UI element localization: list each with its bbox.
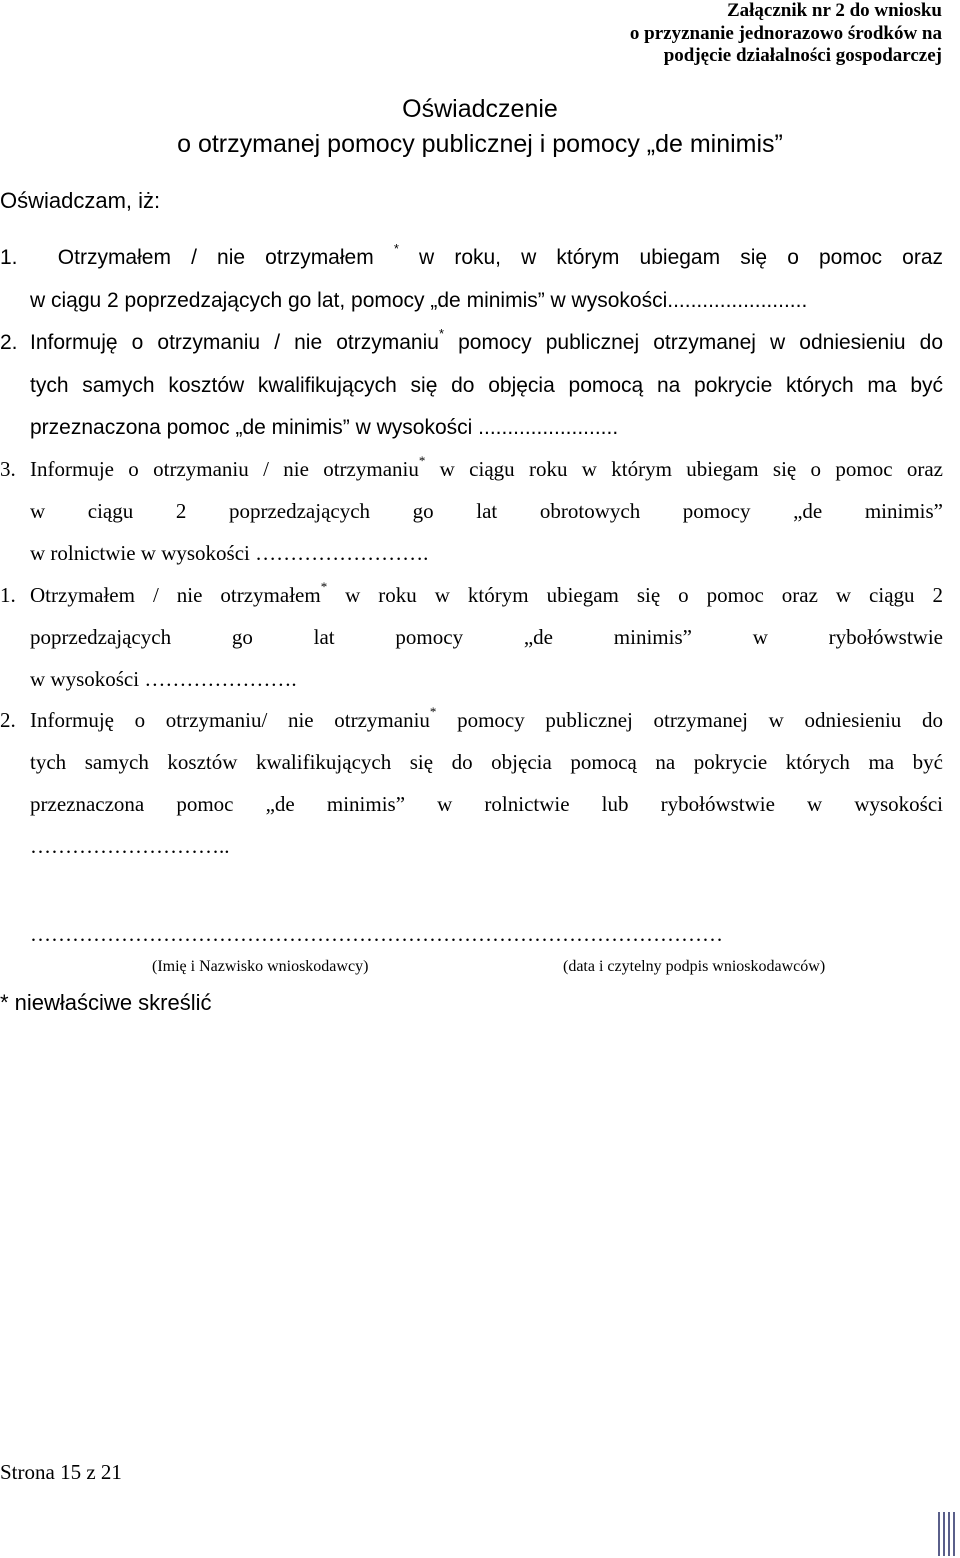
statement-a3-line-2: w ciągu 2 poprzedzających go lat obrotowych pomocy „de minimis”: [30, 499, 943, 523]
asterisk-mark: *: [418, 453, 426, 468]
statement-b1-line-2: poprzedzających go lat pomocy „de minimis” w rybołówstwie: [30, 625, 943, 649]
bar-mark: [943, 1512, 945, 1556]
asterisk-mark: *: [393, 241, 399, 256]
bar-mark: [953, 1512, 955, 1556]
document-subtitle: o otrzymanej pomocy publicznej i pomocy „de minimis”: [177, 130, 783, 158]
statement-b2-line-2: tych samych kosztów kwalifikujących się do objęcia pomocą na pokrycie których ma być: [30, 750, 943, 774]
statement-a2-line-1: 2. Informuję o otrzymaniu / nie otrzymaniu* pomocy publicznej otrzymanej w odniesieniu do: [0, 326, 943, 354]
statement-b2-line-4: ………………………..: [30, 834, 230, 858]
statement-a3-line-1: 3. Informuje o otrzymaniu / nie otrzymaniu* w ciągu roku w którym ubiegam się o pomoc oraz: [0, 453, 943, 481]
bar-mark: [948, 1512, 950, 1556]
item-number: 1.: [0, 583, 16, 607]
annex-line-3: podjęcie działalności gospodarczej: [663, 45, 942, 66]
statement-a1-line-1: 1. Otrzymałem / nie otrzymałem * w roku, w którym ubiegam się o pomoc oraz: [0, 241, 944, 269]
annex-line-1: Załącznik nr 2 do wniosku: [726, 0, 942, 21]
item-number: 3.: [0, 457, 16, 481]
page-number: Strona 15 z 21: [0, 1460, 122, 1484]
statement-b1-line-3: w wysokości ………………….: [30, 667, 297, 691]
document-title: Oświadczenie: [402, 95, 558, 123]
item-number: 2.: [0, 331, 18, 354]
annex-header: [630, 0, 942, 68]
annex-line-2: o przyznanie jednorazowo środków na: [629, 22, 942, 44]
item-number: 2.: [0, 708, 16, 732]
footnote: * niewłaściwe skreślić: [0, 990, 212, 1015]
applicant-name-caption: (Imię i Nazwisko wnioskodawcy): [152, 958, 369, 975]
statement-a1-line-2: w ciągu 2 poprzedzających go lat, pomocy „de minimis” w wysokości........................: [30, 289, 808, 312]
bar-mark: [938, 1512, 940, 1556]
statement-a2-line-3: przeznaczona pomoc „de minimis” w wysokości ........................: [30, 416, 619, 439]
decorative-bars: [938, 1512, 958, 1556]
asterisk-mark: *: [320, 579, 328, 594]
asterisk-mark: *: [429, 704, 437, 719]
intro-text: Oświadczam, iż:: [0, 188, 161, 213]
statement-a2-line-2: tych samych kosztów kwalifikujących się do objęcia pomocą na pokrycie których ma być: [30, 374, 943, 397]
statement-a3-line-3: w rolnictwie w wysokości …………………….: [30, 541, 429, 565]
statement-b2-line-3: przeznaczona pomoc „de minimis” w rolnictwie lub rybołówstwie w wysokości: [30, 792, 943, 816]
statement-b1-line-1: 1. Otrzymałem / nie otrzymałem* w roku w którym ubiegam się o pomoc oraz w ciągu 2: [0, 579, 943, 607]
signature-dotted-line: ………………………………………………………………………………………: [30, 922, 723, 946]
item-number: 1.: [0, 246, 18, 269]
asterisk-mark: *: [438, 326, 445, 341]
statement-b2-line-1: 2. Informuję o otrzymaniu/ nie otrzymaniu* pomocy publicznej otrzymanej w odniesieniu do: [0, 704, 943, 732]
signature-date-caption: (data i czytelny podpis wnioskodawców): [563, 958, 826, 975]
